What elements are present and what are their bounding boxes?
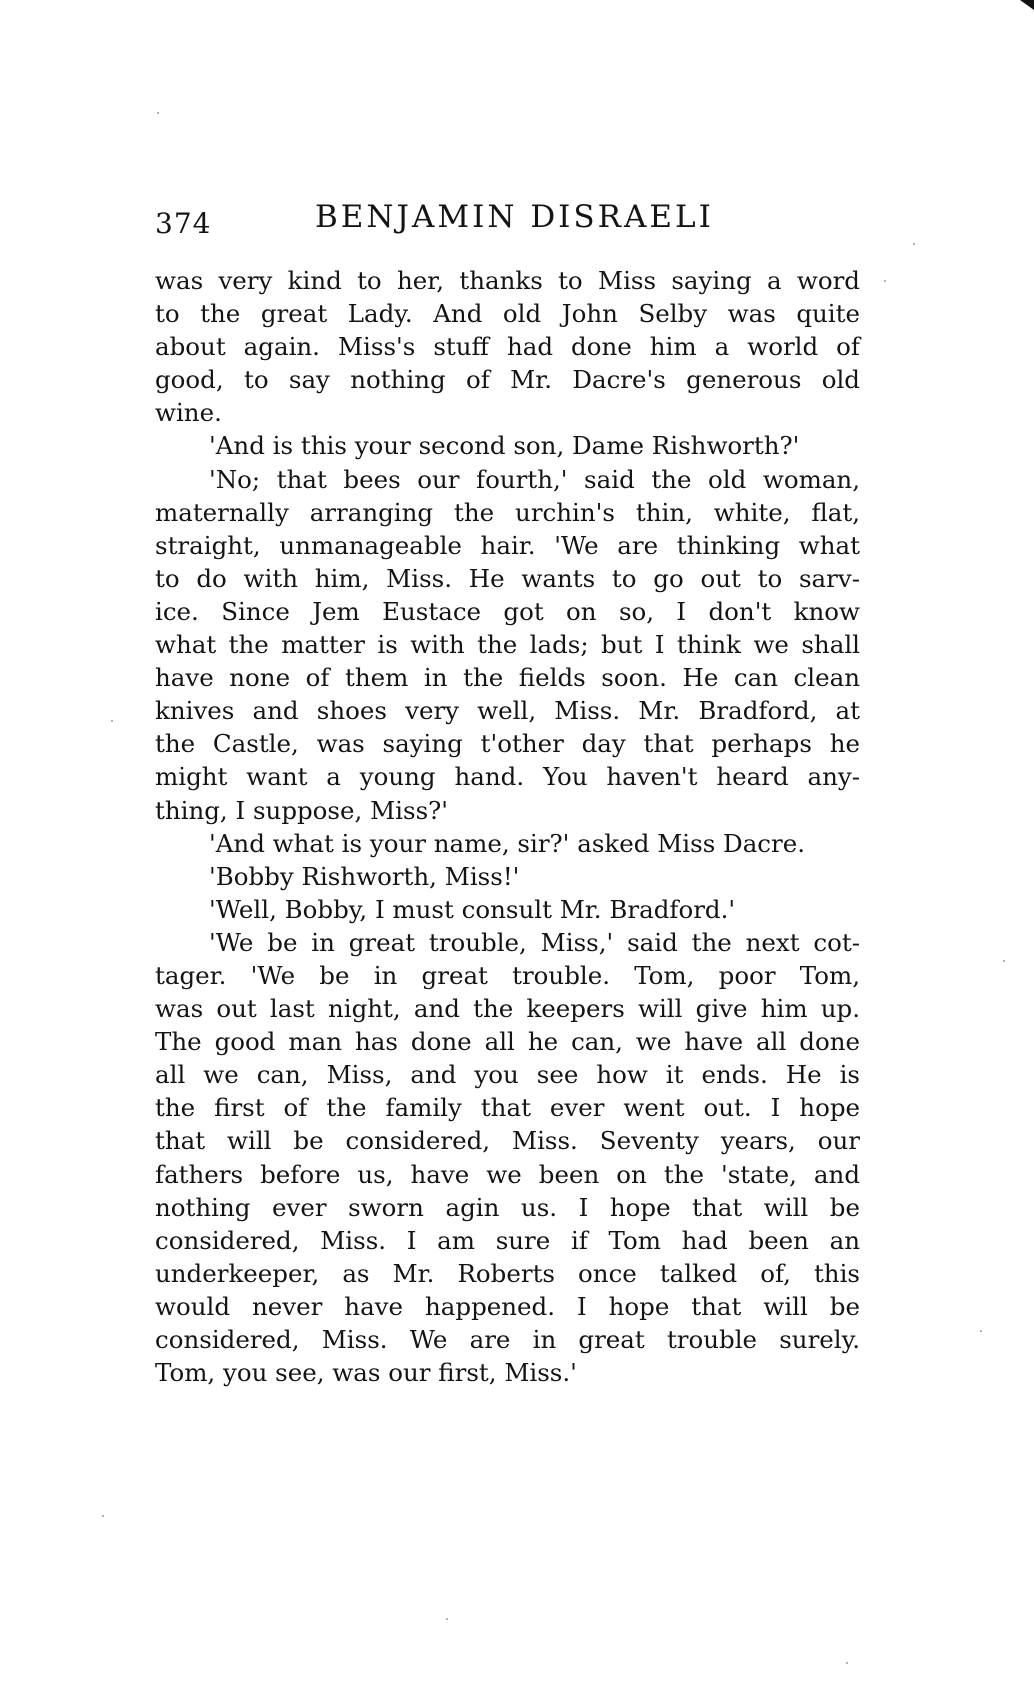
text-line: The good man has done all he can, we have all done: [155, 1027, 860, 1057]
text-line: knives and shoes very well, Miss. Mr. Bradford, at: [155, 696, 860, 726]
text-line: wine.: [155, 398, 222, 428]
running-head: [155, 195, 860, 243]
text-line: ice. Since Jem Eustace got on so, I don't know: [155, 596, 860, 626]
scan-speck: [102, 1515, 104, 1517]
text-line: all we can, Miss, and you see how it ends. He is: [155, 1060, 860, 1090]
text-line: fathers before us, have we been on the 'state, and: [155, 1159, 860, 1189]
text-line: might want a young hand. You haven't heard any-: [155, 762, 860, 792]
page-number: 374: [155, 207, 212, 240]
scan-speck: [913, 243, 915, 245]
text-line: have none of them in the fields soon. He can clean: [155, 663, 860, 693]
text-line: about again. Miss's stuff had done him a world of: [155, 332, 860, 362]
text-line: underkeeper, as Mr. Roberts once talked of, this: [155, 1258, 860, 1288]
text-line: was very kind to her, thanks to Miss saying a word: [155, 266, 860, 295]
scan-speck: [446, 1618, 448, 1620]
text-line: 'We be in great trouble, Miss,' said the next cot-: [209, 927, 860, 957]
text-line: the first of the family that ever went out. I hope: [155, 1093, 860, 1123]
text-line: 'No; that bees our fourth,' said the old woman,: [209, 464, 860, 494]
text-line: considered, Miss. I am sure if Tom had been an: [155, 1225, 860, 1255]
text-line: that will be considered, Miss. Seventy years, our: [155, 1126, 860, 1156]
text-line: nothing ever sworn agin us. I hope that will be: [155, 1192, 860, 1222]
text-line: tager. 'We be in great trouble. Tom, poor Tom,: [155, 960, 860, 990]
text-line: thing, I suppose, Miss?': [155, 795, 449, 825]
scan-speck: [157, 112, 159, 114]
text-line: straight, unmanageable hair. 'We are thinking what: [155, 530, 860, 560]
body-text: [155, 264, 860, 1389]
scan-speck: [980, 1330, 982, 1332]
text-line: good, to say nothing of Mr. Dacre's generous old: [155, 365, 860, 395]
text-line: 'Well, Bobby, I must consult Mr. Bradford.': [209, 894, 736, 924]
scan-speck: [884, 280, 886, 282]
text-line: what the matter is with the lads; but I think we shall: [155, 630, 860, 660]
text-line: was out last night, and the keepers will give him up.: [155, 994, 860, 1024]
text-line: 'And what is your name, sir?' asked Miss Dacre.: [209, 828, 806, 858]
text-line: 'And is this your second son, Dame Rishworth?': [209, 431, 800, 461]
scan-speck: [1003, 960, 1005, 962]
scan-speck: [846, 1662, 848, 1664]
text-line: 'Bobby Rishworth, Miss!': [209, 861, 520, 891]
text-line: Tom, you see, was our first, Miss.': [155, 1358, 577, 1388]
text-line: considered, Miss. We are in great trouble surely.: [155, 1325, 860, 1354]
text-line: maternally arranging the urchin's thin, white, flat,: [155, 497, 860, 527]
text-line: the Castle, was saying t'other day that perhaps he: [155, 729, 860, 759]
text-line: to do with him, Miss. He wants to go out to sarv-: [155, 563, 860, 593]
scan-speck: [111, 720, 113, 722]
corner-scan-mark: [1020, 0, 1034, 10]
running-title: BENJAMIN DISRAELI: [315, 199, 714, 235]
text-line: would never have happened. I hope that will be: [155, 1291, 860, 1321]
text-line: to the great Lady. And old John Selby was quite: [155, 299, 860, 329]
